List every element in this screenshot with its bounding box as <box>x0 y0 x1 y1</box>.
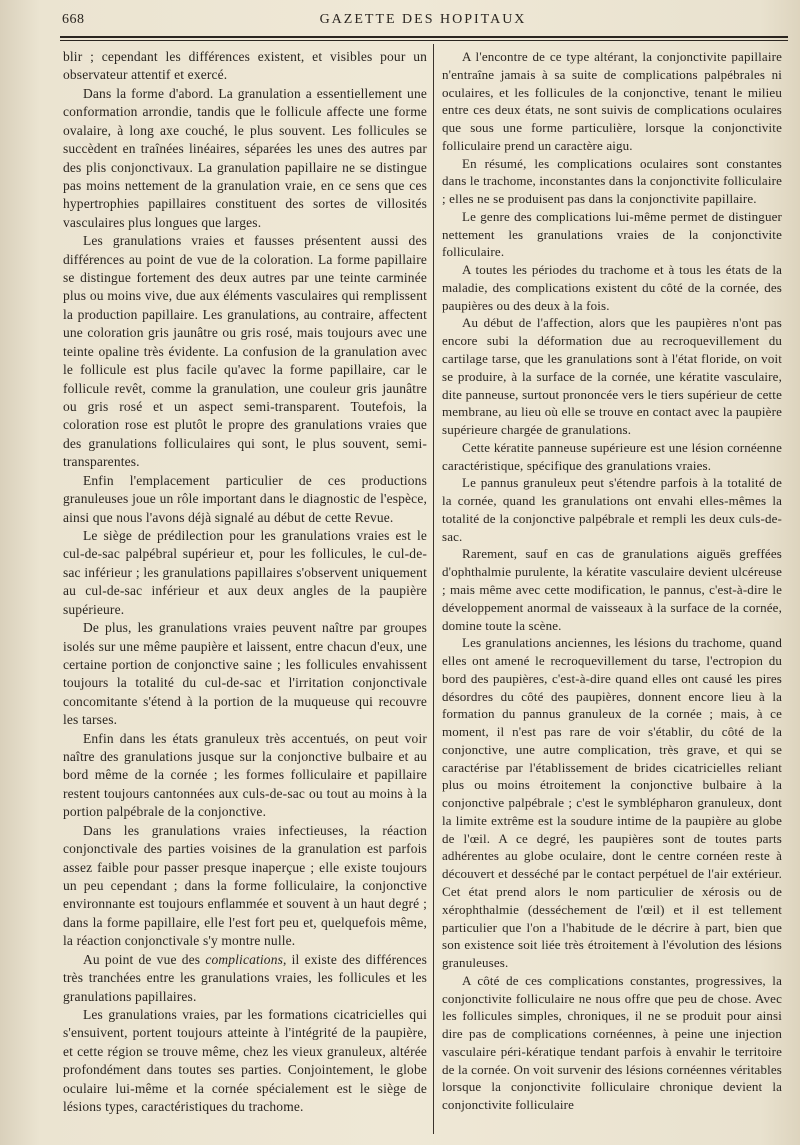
page-header <box>58 10 788 32</box>
journal-title: GAZETTE DES HOPITAUX <box>319 12 527 27</box>
paragraph: A l'encontre de ce type altérant, la conjonctivite papillaire n'entraîne jamais à sa suite de complications palpébrales ni oculaires, et les follicules de la conjonctive, tenant le milieu entre ces deux états, ne sont suivis de complications oculaires que sous une forme particulière, lorsque la conjonctivite folliculaire prend un caractère aigu. <box>442 49 782 153</box>
paragraph: Le siège de prédilection pour les granulations vraies est le cul-de-sac palpébral supérieur et, pour les follicules, le cul-de-sac inférieur ; les granulations papillaires s'observent uniquement au cul-de-sac inférieur et aux deux angles de la paupière supérieure. <box>63 527 427 617</box>
paragraph: Dans les granulations vraies infectieuses, la réaction conjonctivale des parties voisines de la granulation est parfois assez faible pour passer presque inaperçue ; elle existe toujours un peu cependant ; dans la forme folliculaire, la conjonctive environnante est toujours enflammée et souvent à un haut degré ; dans la forme papillaire, elle l'est fort peu et, quelquefois même, la réaction conjonctivale s'y montre nulle. <box>63 822 427 949</box>
paragraph: Au début de l'affection, alors que les paupières n'ont pas encore subi la déformation due au recroquevillement du cartilage tarse, que les granulations sont à l'état floride, on voit se produire, à la surface de la cornée, une kératite vasculaire, dite panneuse, surtout prononcée vers le tiers supérieur de cette membrane, au lieu où elle se trouve en contact avec la paupière supérieure chargée de granulations. <box>442 315 782 438</box>
left-column <box>63 48 427 1116</box>
header-rule-thin <box>60 40 788 41</box>
paragraph: Enfin l'emplacement particulier de ces productions granuleuses joue un rôle important dans le diagnostic de l'espèce, ainsi que nous l'avons déjà signalé au début de cette Revue. <box>63 472 427 525</box>
paragraph: Le pannus granuleux peut s'étendre parfois à la totalité de la cornée, quand les granulations ont envahi elles-mêmes la totalité de la conjonctive palpébrale et rempli les deux culs-de-sac. <box>442 475 782 544</box>
paragraph: Rarement, sauf en cas de granulations aiguës greffées d'ophthalmie purulente, la kératite vasculaire devient ulcéreuse ; mais même avec cette modification, le pannus, c'est-à-dire le développement anormal de vaisseaux à la surface de la cornée, domine toute la scène. <box>442 546 782 633</box>
paragraph: Enfin dans les états granuleux très accentués, on peut voir naître des granulations jusque sur la conjonctive bulbaire et au bord même de la cornée ; les formes folliculaire et papillaire restent toujours cantonnées aux culs-de-sac ou tout au moins à la portion palpébrale de la conjonctive. <box>63 730 427 820</box>
paragraph: De plus, les granulations vraies peuvent naître par groupes isolés sur une même paupière et laissent, entre chacun d'eux, une certaine portion de conjonctive saine ; les follicules envahissent toujours la totalité du cul-de-sac et l'irritation conjonctivale concomitante s'étend à la portion de la muqueuse qui recouvre les tarses. <box>63 620 427 728</box>
paragraph: Les granulations vraies, par les formations cicatricielles qui s'ensuivent, portent toujours atteinte à l'intégrité de la paupière, et cette région se trouve même, chez les vieux granuleux, altérée profondément dans toutes ses parties. Conjointement, le globe oculaire lui-même et la cornée spécialement est le siège de lésions types, caractéristiques du trachome. <box>63 1006 427 1115</box>
emphasis-complications: complications <box>205 951 284 967</box>
page-number: 668 <box>62 12 85 27</box>
paragraph: En résumé, les complications oculaires sont constantes dans le trachome, inconstantes dans la conjonctivite folliculaire ; elles ne se produisent pas dans la conjonctivite papillaire. <box>442 155 782 207</box>
paragraph: Dans la forme d'abord. La granulation a essentiellement une conformation arrondie, tandis que le follicule affecte une forme ovalaire, à long axe couché, le plus souvent. Les follicules se succèdent en traînées linéaires, séparées les unes des autres par des plis conjonctivaux. La granulation papillaire ne se distingue pas moins nettement de la granulation vraie, en ce sens que ces hypertrophies papillaires constituent des sortes de villosités vasculaires plus longues que larges. <box>63 85 427 230</box>
paragraph: A côté de ces complications constantes, progressives, la conjonctivite folliculaire ne nous offre que peu de chose. Avec les follicules simples, chroniques, il ne se produit pour ainsi dire pas de complications cornéennes, à peine une injection vasculaire péri-kératique tendant parfois à envahir le territoire de la cornée. On voit survenir des lésions cornéennes véritables lorsque la conjonctivite folliculaire chronique devient la conjonctivite folliculaire <box>442 972 782 1113</box>
column-divider <box>433 44 434 1134</box>
right-column <box>442 48 782 1114</box>
paragraph-text: , il existe des différences très tranchées entre les granulations vraies, les follicules et les granulations papillaires. <box>63 951 427 1004</box>
paragraph: Cette kératite panneuse supérieure est une lésion cornéenne caractéristique, spécifique des granulations vraies. <box>442 439 782 473</box>
paragraph: A toutes les périodes du trachome et à tous les états de la maladie, des complications existent du côté de la cornée, des paupières ou des deux à la fois. <box>442 262 782 313</box>
paragraph: Les granulations anciennes, les lésions du trachome, quand elles ont amené le recroquevillement du tarse, l'ectropion du bord des paupières, c'est-à-dire quand elles ont causé les pires désordres du côté des paupières, donnent encore lieu à la formation du pannus granuleux de la cornée ; mais, à ce moment, il n'est pas rare de voir s'établir, du côté de la conjonctive, une autre complication, très grave, et qui se caractérise par l'établissement de brides cicatricielles reliant plus ou moins étroitement la conjonctive bulbaire à la conjonctive palpébrale ; c'est le symblépharon granuleux, dont la limite extrême est la soudure intime de la paupière au globe de l'œil. A ce degré, les paupières sont de toutes parts adhérentes au globe oculaire, dont le centre cornéen reste à découvert et desséché par le contact perpétuel de l'air extérieur. Cet état prend alors le nom particulier de xérosis ou de xérophthalmie (desséchement de l'œil) et il est tellement particulier que l'on a l'habitude de le décrire à part, bien que son existence soit liée très étroitement à l'évolution des lésions granuleuses. <box>442 635 782 971</box>
paragraph-text: Au point de vue des <box>83 951 206 967</box>
paragraph: blir ; cependant les différences existent, et visibles pour un observateur attentif et exercé. <box>63 49 427 83</box>
header-rule-thick <box>60 36 788 38</box>
paragraph: Les granulations vraies et fausses présentent aussi des différences au point de vue de la coloration. La forme papillaire se distingue fortement des deux autres par une teinte carminée plus ou moins vive, due aux éléments vasculaires qui remplissent la production papillaire. Les granulations, au contraire, affectent une coloration gris jaunâtre ou gris rosé, mais toujours avec une teinte opaline très évidente. La confusion de la granulation avec le follicule est plus facile qu'avec la forme papillaire, car le follicule revêt, comme la granulation, une couleur gris jaunâtre ou gris rosé et un aspect semi-transparent. Toutefois, la coloration rose est plutôt le propre des granulations vraies que des granulations folliculaires qui sont, le plus souvent, semi-transparentes. <box>63 233 427 470</box>
paragraph-complications <box>63 951 427 1006</box>
paragraph: Le genre des complications lui-même permet de distinguer nettement les granulations vraies de la conjonctivite folliculaire. <box>442 208 782 260</box>
